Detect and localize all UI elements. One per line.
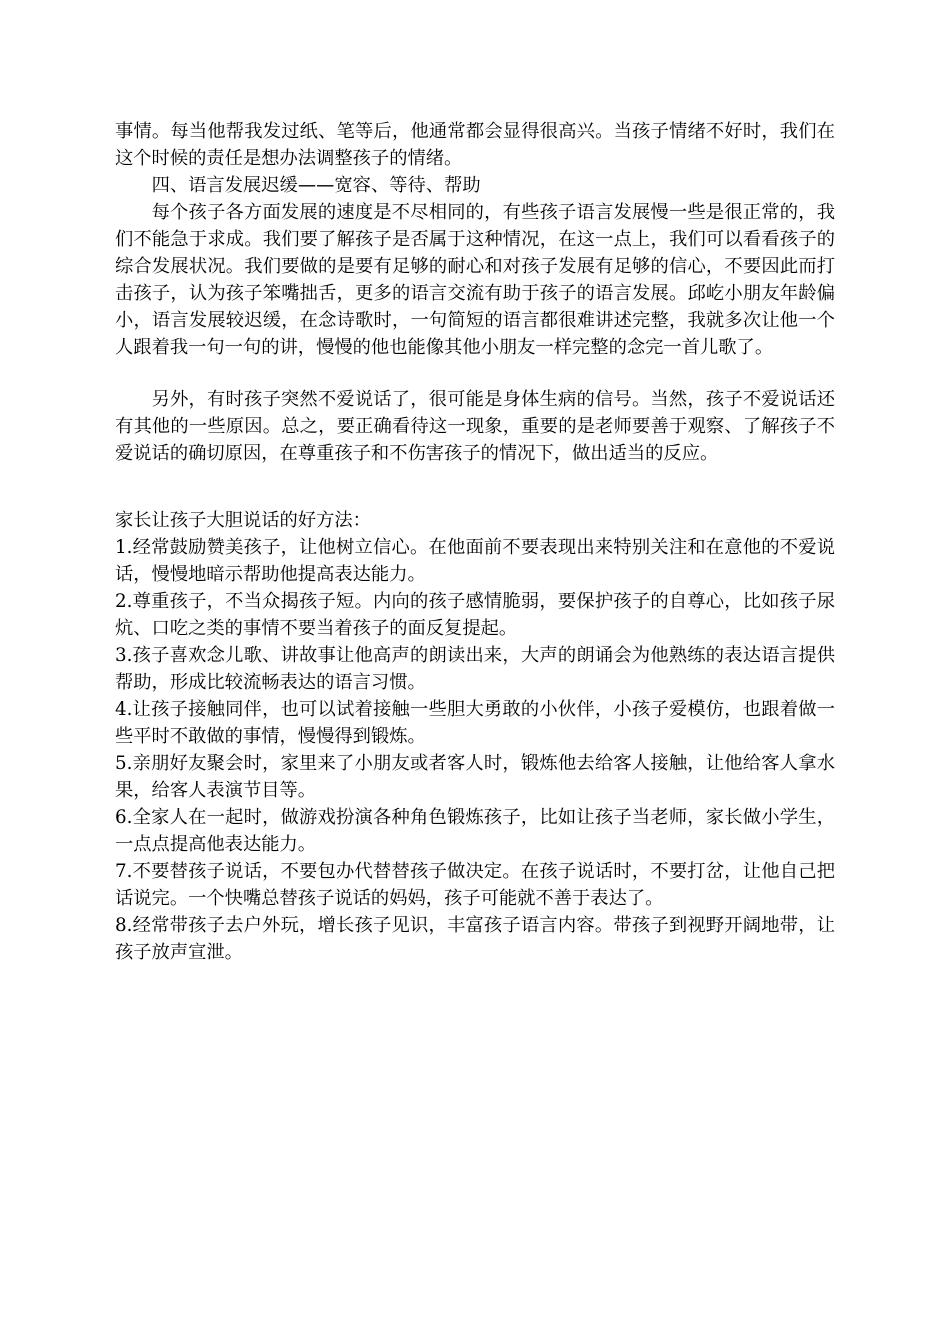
- list-item-text: 经常带孩子去户外玩，增长孩子见识，丰富孩子语言内容。带孩子到视野开阔地带，让孩子放声宣泄。: [115, 915, 835, 963]
- document-page: [115, 118, 835, 966]
- section-heading: 四、语言发展迟缓——宽容、等待、帮助: [151, 175, 481, 196]
- list-item-number: 3.: [115, 645, 133, 666]
- intro-paragraph: 事情。每当他帮我发过纸、笔等后，他通常都会显得很高兴。当孩子情绪不好时，我们在这个时候的责任是想办法调整孩子的情绪。: [115, 121, 835, 169]
- list-item: [115, 642, 835, 696]
- list-item: [115, 534, 835, 588]
- list-item: [115, 858, 835, 912]
- list-item: [115, 750, 835, 804]
- section-body-paragraph: 每个孩子各方面发展的速度是不尽相同的，有些孩子语言发展慢一些是很正常的，我们不能急于求成。我们要了解孩子是否属于这种情况，在这一点上，我们可以看看孩子的综合发展状况。我们要做的是要有足够的耐心和对孩子发展有足够的信心，不要因此而打击孩子，认为孩子笨嘴拙舌，更多的语言交流有助于孩子的语言发展。邱屹小朋友年龄偏小，语言发展较迟缓，在念诗歌时，一句简短的语言都很难讲述完整，我就多次让他一个人跟着我一句一句的讲，慢慢的他也能像其他小朋友一样完整的念完一首儿歌了。: [115, 202, 835, 358]
- list-item-text: 让孩子接触同伴，也可以试着接触一些胆大勇敢的小伙伴，小孩子爱模仿，也跟着做一些平时不敢做的事情，慢慢得到锻炼。: [115, 699, 835, 747]
- list-item: [115, 588, 835, 642]
- list-item-number: 5.: [115, 753, 133, 774]
- list-item-number: 1.: [115, 537, 133, 558]
- list-item: [115, 912, 835, 966]
- list-item-number: 6.: [115, 807, 133, 828]
- closing-paragraph: 另外，有时孩子突然不爱说话了，很可能是身体生病的信号。当然，孩子不爱说话还有其他的一些原因。总之，要正确看待这一现象，重要的是老师要善于观察、了解孩子不爱说话的确切原因，在尊重孩子和不伤害孩子的情况下，做出适当的反应。: [115, 389, 835, 464]
- list-item-text: 亲朋好友聚会时，家里来了小朋友或者客人时，锻炼他去给客人接触，让他给客人拿水果，给客人表演节目等。: [115, 753, 835, 801]
- list-item-text: 尊重孩子，不当众揭孩子短。内向的孩子感情脆弱，要保护孩子的自尊心，比如孩子尿炕、口吃之类的事情不要当着孩子的面反复提起。: [115, 591, 835, 639]
- list-item-number: 8.: [115, 915, 133, 936]
- tips-list: [115, 534, 835, 966]
- list-item-number: 7.: [115, 861, 133, 882]
- list-item-text: 经常鼓励赞美孩子，让他树立信心。在他面前不要表现出来特别关注和在意他的不爱说话，慢慢地暗示帮助他提高表达能力。: [115, 537, 835, 585]
- list-item-text: 全家人在一起时，做游戏扮演各种角色锻炼孩子，比如让孩子当老师，家长做小学生，一点点提高他表达能力。: [115, 807, 835, 855]
- list-item-text: 不要替孩子说话，不要包办代替替孩子做决定。在孩子说话时，不要打岔，让他自己把话说完。一个快嘴总替孩子说话的妈妈，孩子可能就不善于表达了。: [115, 861, 835, 909]
- list-item-number: 4.: [115, 699, 133, 720]
- list-item-number: 2.: [115, 591, 133, 612]
- tips-title: 家长让孩子大胆说话的好方法：: [115, 510, 371, 531]
- list-item: [115, 804, 835, 858]
- list-item-text: 孩子喜欢念儿歌、讲故事让他高声的朗读出来，大声的朗诵会为他熟练的表达语言提供帮助，形成比较流畅表达的语言习惯。: [115, 645, 835, 693]
- list-item: [115, 696, 835, 750]
